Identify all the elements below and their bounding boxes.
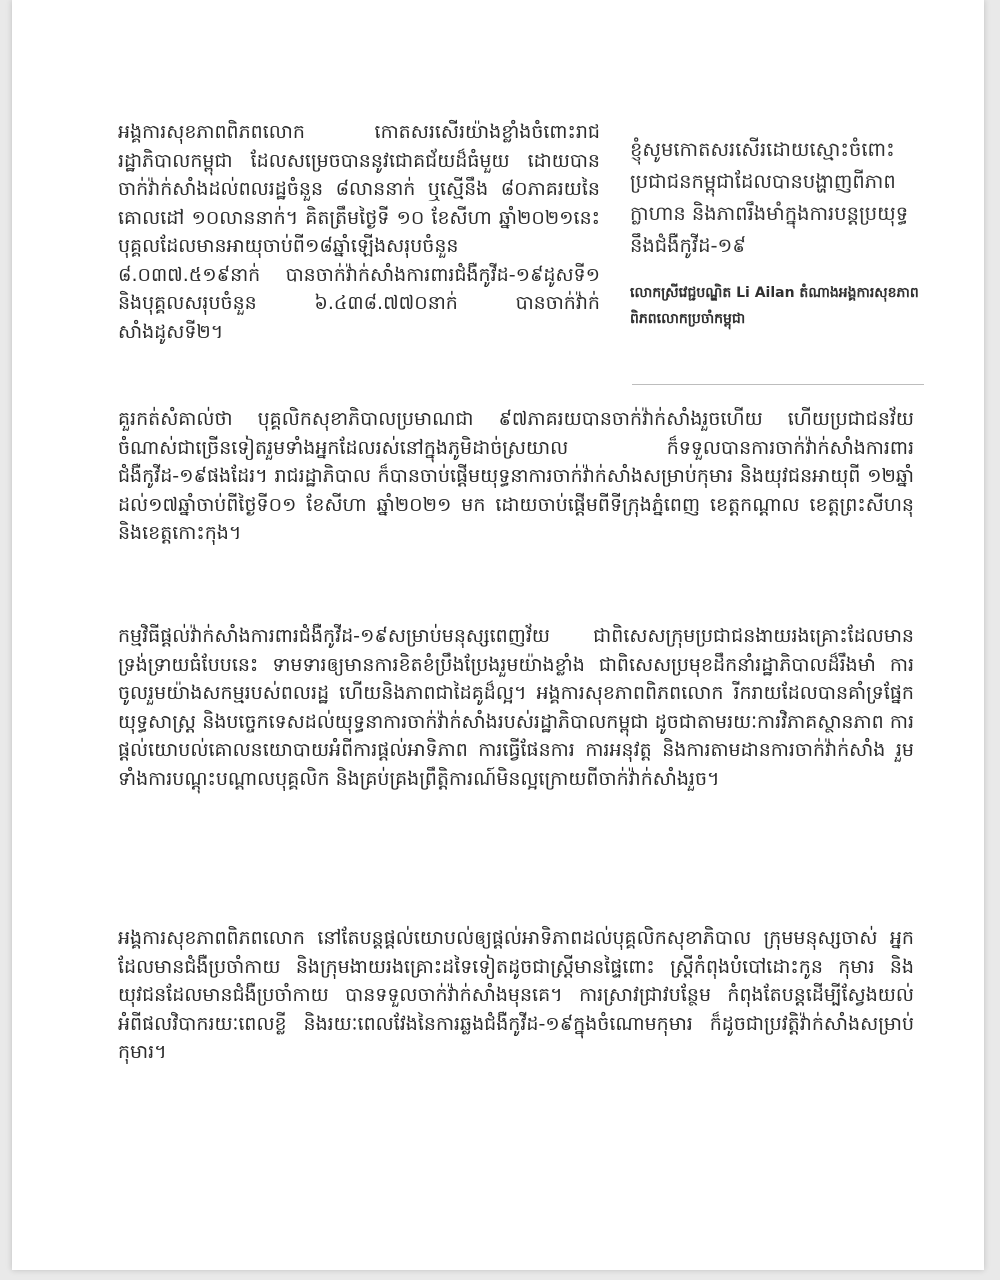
pull-quote-divider: [632, 384, 924, 385]
paragraph-1: អង្គការសុខភាពពិភពលោក កោតសរសើរយ៉ាងខ្លាំងចំពោះរាជរដ្ឋាភិបាលកម្ពុជា ដែលសម្រេចបាននូវជោគជ័យដ៏ធំមួយ ដោយបានចាក់វ៉ាក់សាំងដល់ពលរដ្ឋចំនួន ៨លាននាក់ ឬស្មើនឹង ៨០ភាគរយនៃគោលដៅ ១០លាននាក់។ គិតត្រឹមថ្ងៃទី ១០ ខែសីហា ឆ្នាំ២០២១នេះ បុគ្គលដែលមានអាយុចាប់ពី១៨ឆ្នាំឡើងសរុបចំនួន ៨.០៣៧.៥១៩នាក់ បានចាក់វ៉ាក់សាំងការពារជំងឺកូវីដ-១៩ដូសទី១ និងបុគ្គលសរុបចំនួន ៦.៤៣៨.៧៧០នាក់ បានចាក់វ៉ាក់សាំងដូសទី២។: [118, 121, 600, 343]
pull-quote-text: ខ្ញុំសូមកោតសរសើរដោយស្មោះចំពោះប្រជាជនកម្ពុជាដែលបានបង្ហាញពីភាពក្លាហាន និងភាពរឹងមាំក្នុងការបន្តប្រយុទ្ធនឹងជំងឺកូវីដ-១៩: [630, 138, 909, 257]
pull-quote: [630, 134, 920, 332]
document-page: [12, 0, 984, 1270]
pull-quote-attribution: លោកស្រីវេជ្ជបណ្ឌិត Li Ailan តំណាងអង្គការសុខភាពពិភពលោកប្រចាំកម្ពុជា: [630, 285, 919, 327]
paragraph-4: អង្គការសុខភាពពិភពលោក នៅតែបន្តផ្តល់យោបល់ឲ្យផ្តល់អាទិភាពដល់បុគ្គលិកសុខាភិបាល ក្រុមមនុស្សចាស់ អ្នកដែលមានជំងឺប្រចាំកាយ និងក្រុមងាយរងគ្រោះដទៃទៀតដូចជាស្ត្រីមានផ្ទៃពោះ ស្ត្រីកំពុងបំបៅដោះកូន កុមារ និងយុវជនដែលមានជំងឺប្រចាំកាយ បានទទួលចាក់វ៉ាក់សាំងមុនគេ។ ការស្រាវជ្រាវបន្ថែម កំពុងតែបន្តដើម្បីស្វែងយល់អំពីផលវិបាករយៈពេលខ្លី និងរយៈពេលវែងនៃការឆ្លងជំងឺកូវីដ-១៩ក្នុងចំណោមកុមារ ក៏ដូចជាប្រវត្តិវ៉ាក់សាំងសម្រាប់កុមារ។: [118, 927, 914, 1063]
paragraph-3: កម្មវិធីផ្តល់វ៉ាក់សាំងការពារជំងឺកូវីដ-១៩សម្រាប់មនុស្សពេញវ័យ ជាពិសេសក្រុមប្រជាជនងាយរងគ្រោះដែលមានទ្រង់ទ្រាយធំបែបនេះ ទាមទារឲ្យមានការខិតខំប្រឹងប្រែងរួមយ៉ាងខ្លាំង ជាពិសេសប្រមុខដឹកនាំរដ្ឋាភិបាលដ៏រឹងមាំ ការចូលរួមយ៉ាងសកម្មរបស់ពលរដ្ឋ ហើយនិងភាពជាដៃគូដ៏ល្អ។ អង្គការសុខភាពពិភពលោក រីករាយដែលបានគាំទ្រផ្នែកយុទ្ធសាស្ត្រ និងបច្ចេកទេសដល់យុទ្ធនាការចាក់វ៉ាក់សាំងរបស់រដ្ឋាភិបាលកម្ពុជា ដូចជាតាមរយៈការវិភាគស្ថានភាព ការផ្តល់យោបល់គោលនយោបាយអំពីការផ្តល់អាទិភាព ការធ្វើផែនការ ការអនុវត្ត និងការតាមដានការចាក់វ៉ាក់សាំង រួមទាំងការបណ្តុះបណ្តាលបុគ្គលិក និងគ្រប់គ្រងព្រឹត្តិការណ៍មិនល្អក្រោយពីចាក់វ៉ាក់សាំងរួច។: [118, 625, 914, 790]
paragraph-2: គួរកត់សំគាល់ថា បុគ្គលិកសុខាភិបាលប្រមាណជា ៩៧ភាគរយបានចាក់វ៉ាក់សាំងរួចហើយ ហើយប្រជាជនវ័យចំណាស់ជាច្រើនទៀតរួមទាំងអ្នកដែលរស់នៅក្នុងភូមិដាច់ស្រយាល ក៏ទទួលបានការចាក់វ៉ាក់សាំងការពារជំងឺកូវីដ-១៩ផងដែរ។ រាជរដ្ឋាភិបាល ក៏បានចាប់ផ្តើមយុទ្ធនាការចាក់វ៉ាក់សាំងសម្រាប់កុមារ និងយុវជនអាយុពី ១២ឆ្នាំ ដល់១៧ឆ្នាំចាប់ពីថ្ងៃទី០១ ខែសីហា ឆ្នាំ២០២១ មក ដោយចាប់ផ្តើមពីទីក្រុងភ្នំពេញ ខេត្តកណ្តាល ខេត្តព្រះសីហនុ និងខេត្តកោះកុង។: [118, 408, 914, 544]
